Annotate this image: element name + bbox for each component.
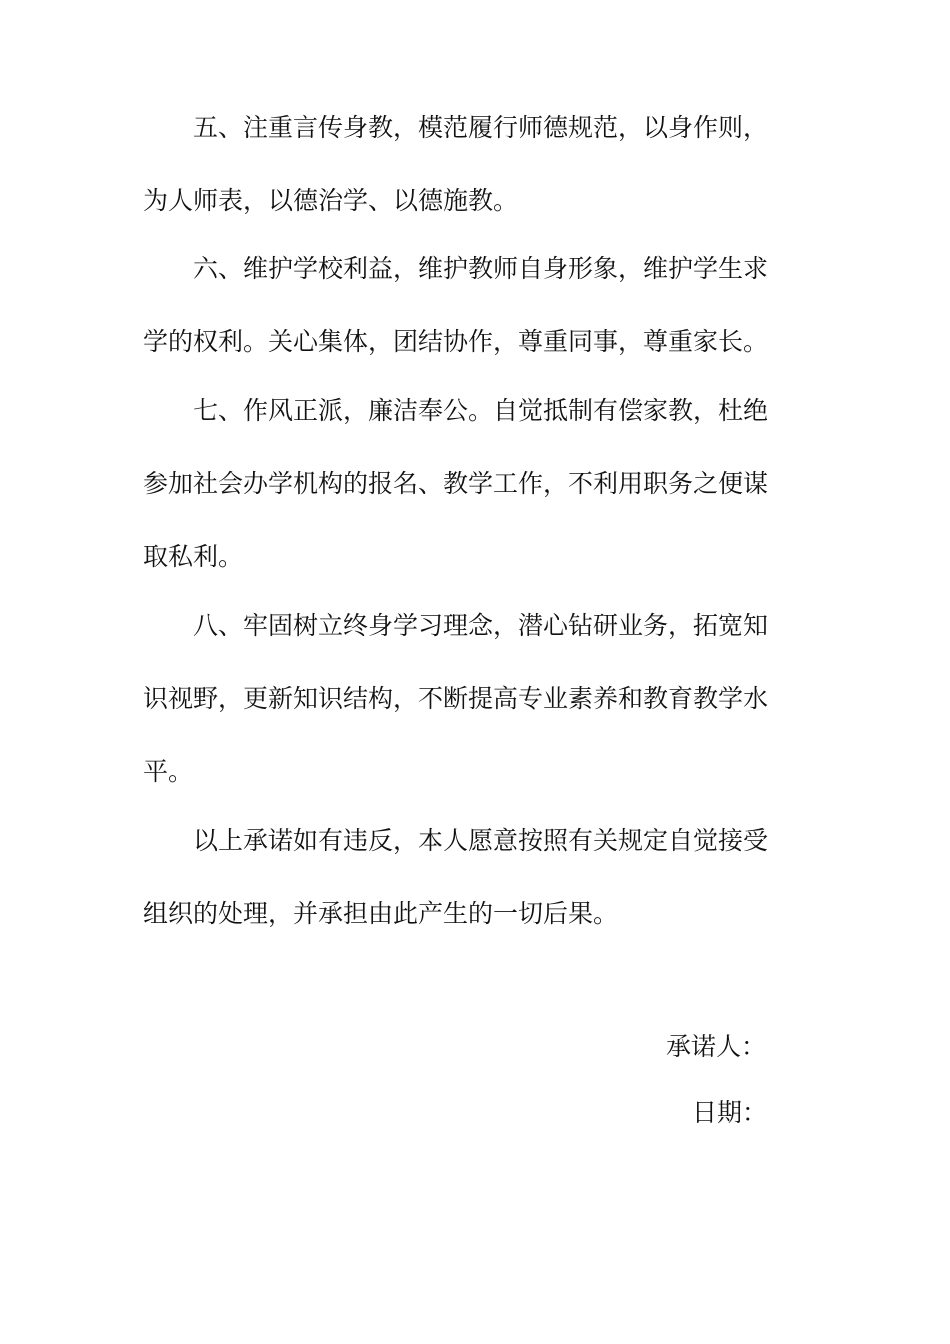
closing-paragraph-line-1: 以上承诺如有违反，本人愿意按照有关规定自觉接受 [193, 826, 769, 855]
paragraph-7-line-3: 取私利。 [143, 542, 244, 571]
paragraph-7-line-2: 参加社会办学机构的报名、教学工作，不利用职务之便谋 [143, 469, 769, 498]
paragraph-8-line-3: 平。 [143, 757, 194, 786]
closing-paragraph-line-2: 组织的处理，并承担由此产生的一切后果。 [143, 899, 619, 928]
paragraph-5-line-2: 为人师表，以德治学、以德施教。 [143, 186, 519, 215]
paragraph-8-line-1: 八、牢固树立终身学习理念，潜心钻研业务，拓宽知 [193, 611, 769, 640]
paragraph-6-line-1: 六、维护学校利益，维护教师自身形象，维护学生求 [193, 254, 769, 283]
date-label: 日期： [692, 1098, 768, 1127]
paragraph-8-line-2: 识视野，更新知识结构，不断提高专业素养和教育教学水 [143, 684, 769, 713]
paragraph-7-line-1: 七、作风正派，廉洁奉公。自觉抵制有偿家教，杜绝 [193, 396, 769, 425]
promiser-label: 承诺人： [666, 1032, 767, 1061]
paragraph-5-line-1: 五、注重言传身教，模范履行师德规范，以身作则， [193, 113, 769, 142]
paragraph-6-line-2: 学的权利。关心集体，团结协作，尊重同事，尊重家长。 [143, 327, 769, 356]
